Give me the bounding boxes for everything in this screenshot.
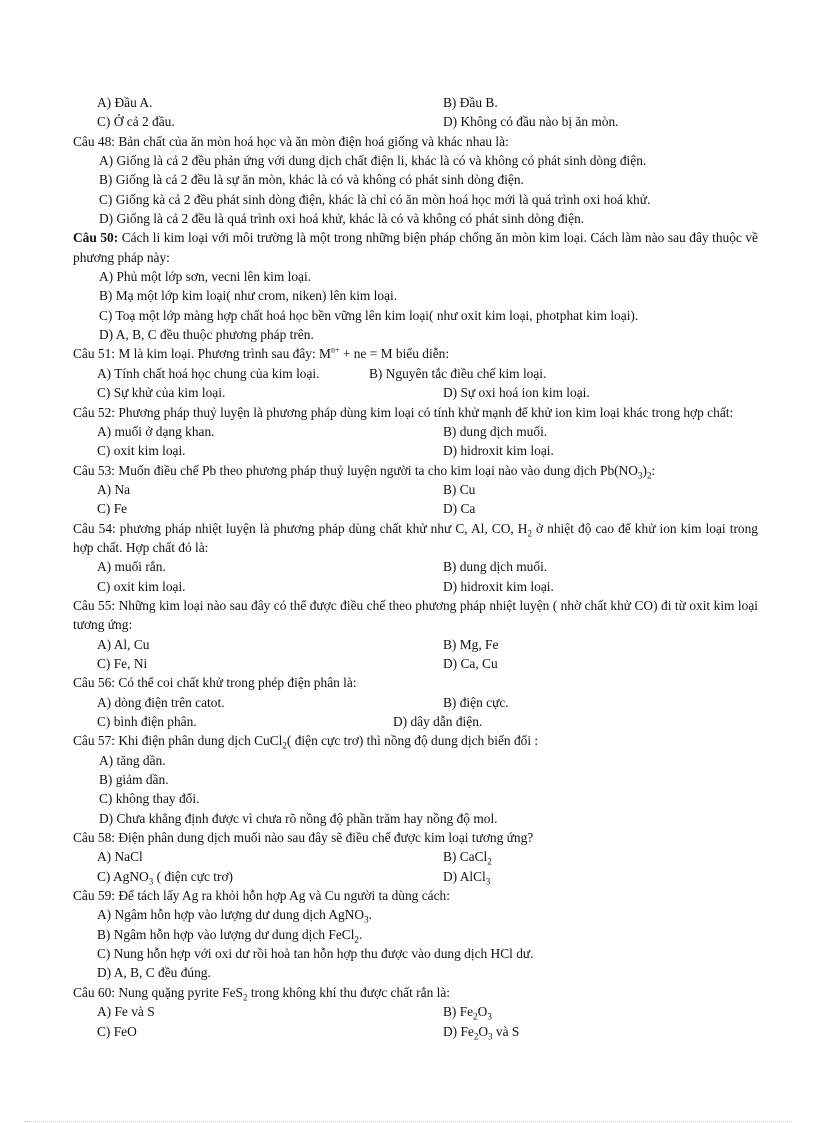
option-row bbox=[97, 383, 758, 402]
option-text: O bbox=[477, 1004, 488, 1020]
option-b bbox=[443, 847, 492, 866]
option-b: B) dung dịch muối. bbox=[443, 559, 548, 575]
option-b: B) Giống là cả 2 đều là sự ăn mòn, khác là có và không có phát sinh dòng điện. bbox=[99, 172, 524, 188]
option-b: B) Cu bbox=[443, 481, 476, 497]
option-a: A) NaCl bbox=[97, 849, 143, 865]
option-c: C) Nung hỗn hợp với oxi dư rồi hoà tan hỗn hợp thu được vào dung dịch HCl dư. bbox=[97, 946, 534, 962]
option-d: D) Ca, Cu bbox=[443, 655, 498, 671]
question-52-stem: Câu 52: Phương pháp thuỷ luyện là phương pháp dùng kim loại có tính khử mạnh để khử ion kim loại khác trong hợp chất: bbox=[73, 404, 734, 420]
subscript: 2 bbox=[473, 1011, 478, 1022]
option-text: O bbox=[478, 1023, 489, 1039]
option-d bbox=[443, 1022, 519, 1041]
option-row bbox=[97, 422, 758, 441]
option-a: A) Na bbox=[97, 481, 131, 497]
question-51-stem bbox=[73, 344, 758, 363]
question-label: Câu 50: bbox=[73, 230, 119, 246]
option-row bbox=[97, 712, 758, 731]
option-b: B) Đầu B. bbox=[443, 95, 498, 110]
option-row bbox=[97, 364, 758, 383]
question-text: ) bbox=[642, 462, 647, 478]
option-text: B) Fe bbox=[443, 1004, 474, 1020]
question-58-stem: Câu 58: Điện phân dung dịch muối nào sau đây sẽ điều chế được kim loại tương ứng? bbox=[73, 830, 534, 846]
option-text: . bbox=[368, 907, 372, 923]
option-b bbox=[443, 1002, 492, 1021]
question-text: Cách li kim loại với môi trường là một trong những biện pháp chống ăn mòn kim loại. Cách làm nào sau đây thuộc về phương pháp này: bbox=[73, 230, 758, 265]
subscript: 2 bbox=[242, 992, 248, 1003]
option-text: . bbox=[358, 926, 363, 942]
option-b: B) điện cực. bbox=[443, 694, 509, 710]
option-d: D) Sự oxi hoá ion kim loại. bbox=[443, 385, 590, 401]
question-56-stem: Câu 56: Có thể coi chất khử trong phép điện phân là: bbox=[73, 675, 357, 691]
option-d: D) dây dẫn điện. bbox=[393, 714, 483, 729]
option-d: D) A, B, C đều thuộc phương pháp trên. bbox=[99, 327, 314, 343]
option-row bbox=[97, 867, 758, 886]
option-text: B) CaCl bbox=[443, 849, 488, 865]
option-text: ( điện cực trơ) bbox=[153, 868, 233, 884]
option-c: C) Giống kà cả 2 đều phát sinh dòng điện, khác là chỉ có ăn mòn hoá học mới là quá trình oxi hoá khử. bbox=[99, 191, 651, 207]
option-c: C) Toạ một lớp màng hợp chất hoá học bền vững lên kim loại( như oxit kim loại, photphat kim loại). bbox=[99, 307, 639, 323]
option-d: D) Giống là cả 2 đều là quá trình oxi hoá khử, khác là có và không có phát sinh dòng điện. bbox=[99, 211, 585, 227]
subscript: 2 bbox=[473, 1031, 479, 1042]
subscript: 3 bbox=[487, 1011, 492, 1022]
option-row bbox=[97, 693, 758, 712]
question-text: Câu 51: M là kim loại. Phương trình sau đây: M bbox=[73, 346, 331, 362]
option-b: B) giảm dần. bbox=[99, 772, 169, 788]
option-c: C) FeO bbox=[97, 1023, 137, 1039]
option-c: C) Ở cả 2 đầu. bbox=[97, 114, 175, 130]
option-a: A) Al, Cu bbox=[97, 636, 150, 652]
subscript: 3 bbox=[148, 876, 154, 887]
option-row bbox=[97, 577, 758, 596]
option-row bbox=[97, 635, 758, 654]
option-row bbox=[97, 480, 758, 499]
subscript: 2 bbox=[282, 741, 287, 752]
question-text: ( điện cực trơ) thì nồng độ dung dịch biến đổi : bbox=[286, 733, 539, 749]
option-text: C) AgNO bbox=[97, 868, 149, 884]
option-d: D) hidroxit kim loại. bbox=[443, 578, 554, 594]
option-d: D) Ca bbox=[443, 501, 476, 517]
option-text: và S bbox=[492, 1023, 520, 1039]
option-a: A) Phủ một lớp sơn, vecni lên kim loại. bbox=[99, 269, 312, 285]
option-a: A) dòng điện trên catot. bbox=[97, 694, 225, 710]
option-c: C) oxit kim loại. bbox=[97, 578, 186, 594]
question-59-stem: Câu 59: Để tách lấy Ag ra khỏi hỗn hợp Ag và Cu người ta dùng cách: bbox=[73, 888, 450, 904]
option-d bbox=[443, 867, 490, 886]
question-48-stem: Câu 48: Bản chất của ăn mòn hoá học và ăn mòn điện hoá giống và khác nhau là: bbox=[73, 133, 509, 149]
option-text: A) Ngâm hỗn hợp vào lượng dư dung dịch AgNO bbox=[97, 907, 365, 923]
option-row bbox=[97, 112, 758, 131]
subscript: 2 bbox=[527, 528, 532, 539]
question-text: ở nhiệt độ cao để khử ion kim loại trong hợp chất. Hợp chất đó là: bbox=[73, 520, 758, 555]
option-row bbox=[97, 499, 758, 518]
option-row bbox=[97, 441, 758, 460]
option-a: A) Đầu A. bbox=[97, 95, 153, 110]
question-57-stem bbox=[73, 731, 758, 750]
question-53-stem bbox=[73, 461, 758, 480]
option-d: D) Không có đầu nào bị ăn mòn. bbox=[443, 114, 619, 130]
option-b: B) Mg, Fe bbox=[443, 636, 499, 652]
question-55-stem: Câu 55: Những kim loại nào sau đây có thể được điều chế theo phương pháp nhiệt luyện ( nhờ chất khử CO) đi từ oxit kim loại tương ứng: bbox=[73, 597, 758, 633]
option-c bbox=[97, 868, 233, 887]
question-text: Câu 57: Khi điện phân dung dịch CuCl bbox=[73, 733, 283, 749]
question-text: trong không khí thu được chất rắn là: bbox=[247, 984, 450, 1000]
question-text: : bbox=[651, 462, 656, 478]
option-b: B) Mạ một lớp kim loại( như crom, niken) lên kim loại. bbox=[99, 288, 398, 304]
subscript: 3 bbox=[485, 876, 491, 887]
subscript: 2 bbox=[646, 470, 652, 481]
option-row bbox=[97, 1002, 758, 1021]
page-bottom-rule bbox=[24, 1121, 792, 1122]
subscript: 3 bbox=[637, 470, 643, 481]
option-a: A) Fe và S bbox=[97, 1004, 155, 1020]
option-b bbox=[97, 925, 758, 944]
option-row bbox=[97, 654, 758, 673]
option-d: D) hidroxit kim loại. bbox=[443, 443, 554, 459]
option-a: A) Giống là cả 2 đều phản ứng với dung dịch chất điện li, khác là có và không có phát sinh dòng điện. bbox=[99, 153, 647, 169]
subscript: 3 bbox=[488, 1031, 493, 1042]
option-row bbox=[97, 1022, 758, 1041]
option-text: B) Ngâm hỗn hợp vào lượng dư dung dịch FeCl bbox=[97, 926, 355, 942]
question-text: Câu 54: phương pháp nhiệt luyện là phương pháp dùng chất khử như C, Al, CO, H bbox=[73, 520, 528, 536]
option-text: D) AlCl bbox=[443, 868, 486, 884]
option-d: D) Chưa khẳng định được vì chưa rõ nồng độ phần trăm hay nồng độ mol. bbox=[99, 810, 498, 826]
question-60-stem bbox=[73, 983, 758, 1002]
option-b: B) Nguyên tắc điều chế kim loại. bbox=[369, 365, 547, 381]
option-c: C) Fe, Ni bbox=[97, 655, 148, 671]
option-c: C) bình điện phân. bbox=[97, 714, 197, 729]
subscript: 2 bbox=[487, 857, 492, 868]
option-d: D) A, B, C đều đúng. bbox=[97, 965, 211, 981]
option-row bbox=[97, 847, 758, 866]
superscript: n+ bbox=[330, 346, 340, 355]
option-text: D) Fe bbox=[443, 1023, 474, 1039]
option-a: A) muối rắn. bbox=[97, 559, 166, 575]
question-50-stem bbox=[73, 228, 758, 267]
question-text: Câu 60: Nung quặng pyrite FeS bbox=[73, 984, 243, 1000]
question-54-stem bbox=[73, 519, 758, 558]
option-a: A) muối ở dạng khan. bbox=[97, 423, 215, 439]
option-a: A) Tính chất hoá học chung của kim loại. bbox=[97, 365, 320, 381]
option-c: C) Fe bbox=[97, 501, 128, 517]
option-b: B) dung dịch muối. bbox=[443, 423, 548, 439]
subscript: 2 bbox=[354, 934, 359, 945]
option-c: C) không thay đổi. bbox=[99, 791, 200, 807]
option-a bbox=[97, 905, 758, 924]
option-a: A) tăng dần. bbox=[99, 752, 166, 768]
subscript: 3 bbox=[364, 915, 369, 926]
question-text: Câu 53: Muốn điều chế Pb theo phương pháp thuỷ luyện người ta cho kim loại nào vào dung dịch Pb(NO bbox=[73, 462, 638, 478]
question-list bbox=[73, 93, 758, 1041]
option-row bbox=[97, 557, 758, 576]
question-text: + ne = M biểu diễn: bbox=[339, 346, 450, 362]
option-c: C) Sự khử của kim loại. bbox=[97, 385, 226, 401]
option-c: C) oxit kim loại. bbox=[97, 443, 186, 459]
option-row bbox=[97, 93, 758, 112]
